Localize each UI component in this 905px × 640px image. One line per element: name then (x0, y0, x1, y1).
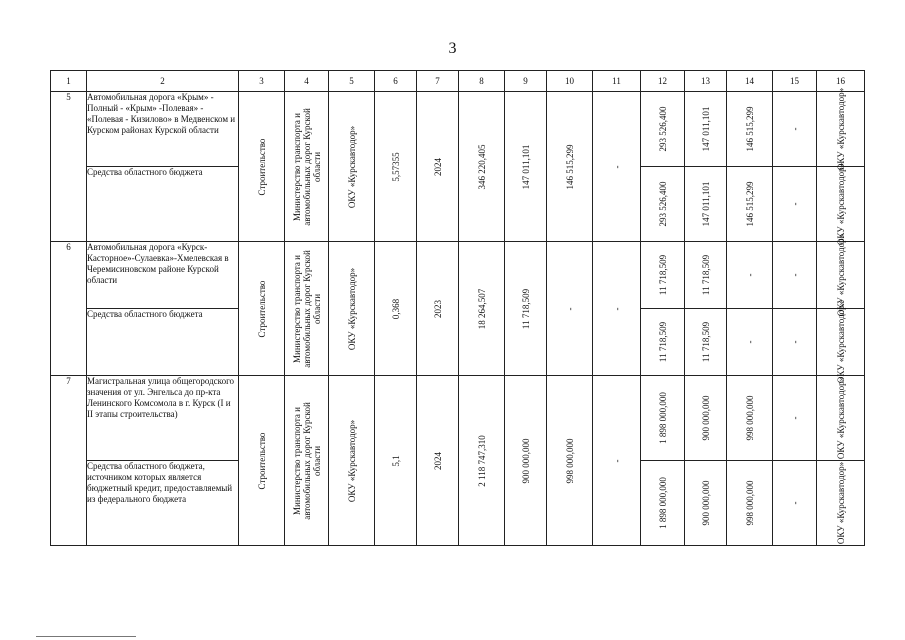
col13-value (685, 376, 727, 461)
header-cell: 9 (505, 71, 547, 92)
year-value-text: 2024 (432, 451, 443, 470)
header-cell: 12 (641, 71, 685, 92)
total-cost-text: 2 118 747,310 (476, 434, 487, 487)
ministry (285, 92, 329, 242)
col14-value-text: 146 515,299 (744, 181, 755, 227)
col12-value-text: 11 718,509 (657, 254, 668, 296)
col13-value-text: 11 718,509 (700, 254, 711, 296)
col10-value-text: 146 515,299 (564, 144, 575, 189)
header-cell: 7 (417, 71, 459, 92)
page-number: 3 (448, 40, 457, 57)
customer-text: ОКУ «Курскавтодор» (346, 419, 357, 502)
customer-text: ОКУ «Курскавтодор» (346, 125, 357, 208)
col15-value (773, 167, 817, 242)
col13-value (685, 461, 727, 546)
year-value (417, 92, 459, 242)
col16-value (817, 233, 865, 317)
header-cell: 5 (329, 71, 375, 92)
col14-value-text: - (744, 340, 755, 344)
work-type-text: Строительство (256, 138, 267, 195)
customer (329, 242, 375, 376)
col16-value-text: ОКУ «Курскавтодор» (835, 233, 846, 317)
col15-value-text: - (789, 127, 800, 131)
col11-value (593, 92, 641, 242)
year-value-text: 2024 (432, 157, 443, 176)
col11-value (593, 242, 641, 376)
col13-value-text: 147 011,101 (700, 106, 711, 152)
col16-value (817, 300, 865, 384)
col12-value (641, 376, 685, 461)
col16-value (817, 461, 865, 546)
col13-value (685, 242, 727, 309)
col16-value-text: ОКУ «Курскавтодор» (835, 162, 846, 246)
funding-source: Средства областного бюджета (87, 309, 239, 376)
header-cell: 3 (239, 71, 285, 92)
col12-value-text: 293 526,400 (657, 106, 668, 152)
col11-value (593, 376, 641, 546)
work-type (239, 92, 285, 242)
col12-value (641, 167, 685, 242)
col11-value-text: - (611, 459, 622, 462)
length-value (375, 242, 417, 376)
col14-value (727, 167, 773, 242)
col16-value (817, 376, 865, 461)
col12-value-text: 1 898 000,000 (657, 477, 668, 529)
col10-value (547, 376, 593, 546)
length-value-text: 5,1 (390, 454, 401, 467)
col14-value (727, 461, 773, 546)
col9-value (505, 92, 547, 242)
col15-value (773, 92, 817, 167)
col12-value-text: 1 898 000,000 (657, 392, 668, 444)
col12-value (641, 461, 685, 546)
header-cell: 15 (773, 71, 817, 92)
object-name: Магистральная улица общегородского значения от ул. Энгельса до пр-кта Ленинского Комсомола в г. Курск (I и II этапы строительства) (87, 376, 239, 461)
table-row (51, 242, 865, 309)
col14-value (727, 92, 773, 167)
col12-value-text: 293 526,400 (657, 181, 668, 227)
work-type (239, 242, 285, 376)
total-cost-text: 18 264,507 (476, 288, 487, 329)
object-name: Автомобильная дорога «Крым» - Полный - «Крым» -Полевая» - «Полевая - Кизилово» в Медвенском и Курском районах Курской области (87, 92, 239, 167)
col10-value (547, 242, 593, 376)
header-cell: 11 (593, 71, 641, 92)
work-type (239, 376, 285, 546)
object-name: Автомобильная дорога «Курск-Касторное»-Сулаевка»-Хмелевская в Черемисиновском районе Курской области (87, 242, 239, 309)
col16-value (817, 87, 865, 171)
col16-value-text: ОКУ «Курскавтодор» (835, 461, 846, 545)
col9-value-text: 147 011,101 (520, 144, 531, 189)
col15-value (773, 376, 817, 461)
projects-table (50, 70, 865, 546)
col9-value-text: 11 718,509 (520, 288, 531, 329)
col12-value (641, 309, 685, 376)
total-cost (459, 92, 505, 242)
ministry (285, 242, 329, 376)
header-cell: 2 (87, 71, 239, 92)
col9-value-text: 900 000,000 (520, 438, 531, 483)
length-value-text: 5,57355 (390, 151, 401, 182)
col10-value (547, 92, 593, 242)
col13-value (685, 309, 727, 376)
row-number: 6 (51, 242, 87, 376)
col13-value-text: 900 000,000 (700, 395, 711, 441)
col10-value-text: - (564, 307, 575, 310)
funding-source: Средства областного бюджета, источником которых является бюджетный кредит, предоставляемый из федерального бюджета (87, 461, 239, 546)
col15-value (773, 461, 817, 546)
col12-value (641, 242, 685, 309)
col15-value-text: - (789, 416, 800, 420)
col16-value (817, 162, 865, 246)
header-cell: 16 (817, 71, 865, 92)
col14-value-text: 146 515,299 (744, 106, 755, 152)
total-cost (459, 242, 505, 376)
col15-value-text: - (789, 202, 800, 206)
col13-value (685, 167, 727, 242)
total-cost (459, 376, 505, 546)
col16-value-text: ОКУ «Курскавтодор» (835, 300, 846, 384)
table-row (51, 92, 865, 167)
funding-source: Средства областного бюджета (87, 167, 239, 242)
length-value (375, 376, 417, 546)
col13-value-text: 147 011,101 (700, 181, 711, 227)
col14-value (727, 376, 773, 461)
header-cell: 6 (375, 71, 417, 92)
col15-value-text: - (789, 501, 800, 505)
length-value-text: 0,368 (390, 298, 401, 319)
year-value-text: 2023 (432, 299, 443, 318)
col9-value (505, 376, 547, 546)
col15-value (773, 242, 817, 309)
work-type-text: Строительство (256, 280, 267, 337)
header-cell: 8 (459, 71, 505, 92)
col11-value-text: - (611, 307, 622, 310)
col13-value-text: 11 718,509 (700, 321, 711, 363)
length-value (375, 92, 417, 242)
col16-value-text: ОКУ «Курскавтодор» (835, 87, 846, 171)
col14-value (727, 242, 773, 309)
work-type-text: Строительство (256, 432, 267, 489)
col13-value-text: 900 000,000 (700, 480, 711, 526)
customer (329, 376, 375, 546)
col12-value (641, 92, 685, 167)
footer-rule (36, 636, 136, 637)
header-cell: 14 (727, 71, 773, 92)
col14-value-text: 998 000,000 (744, 395, 755, 441)
header-cell: 1 (51, 71, 87, 92)
col13-value (685, 92, 727, 167)
year-value (417, 242, 459, 376)
customer (329, 92, 375, 242)
header-cell: 4 (285, 71, 329, 92)
header-cell: 13 (685, 71, 727, 92)
col12-value-text: 11 718,509 (657, 321, 668, 363)
header-cell: 10 (547, 71, 593, 92)
row-number: 5 (51, 92, 87, 242)
col10-value-text: 998 000,000 (564, 438, 575, 483)
col15-value-text: - (789, 340, 800, 344)
col15-value-text: - (789, 273, 800, 277)
year-value (417, 376, 459, 546)
row-number: 7 (51, 376, 87, 546)
col15-value (773, 309, 817, 376)
col14-value (727, 309, 773, 376)
col11-value-text: - (611, 165, 622, 168)
ministry-text: Министерство транспорта и автомобильных дорог Курской области (291, 107, 322, 226)
col9-value (505, 242, 547, 376)
col14-value-text: - (744, 273, 755, 277)
col16-value-text: ОКУ «Курскавтодор» (835, 376, 846, 460)
header-row (51, 71, 865, 92)
total-cost-text: 346 220,405 (476, 144, 487, 189)
table-row (51, 376, 865, 461)
ministry (285, 376, 329, 546)
customer-text: ОКУ «Курскавтодор» (346, 267, 357, 350)
ministry-text: Министерство транспорта и автомобильных дорог Курской области (291, 401, 322, 520)
ministry-text: Министерство транспорта и автомобильных дорог Курской области (291, 249, 322, 368)
col14-value-text: 998 000,000 (744, 480, 755, 526)
